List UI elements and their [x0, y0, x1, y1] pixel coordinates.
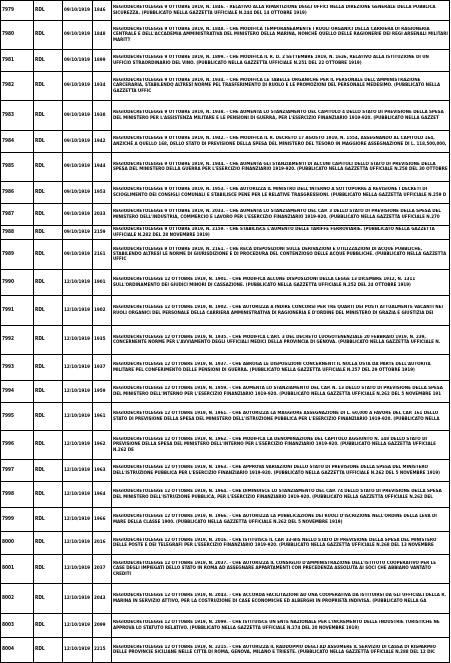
act-description-text: REGIODECRETOLEGGE 9 OTTOBRE 1919, N. 2159. - CHE STABILISCE L'AUMENTO DELLE TARIFFE FERROVIARIE. (PUBBLICATO NELLA GAZZETTA UFFICIALE N.282 DEL 28 NOVEMBRE 1919)	[113, 227, 435, 238]
act-date-cell: 09/10/1919	[63, 72, 93, 101]
record-number-cell: 7998	[1, 482, 34, 508]
table-row	[1, 460, 450, 482]
table-row	[1, 508, 450, 532]
act-date-cell: 12/10/1919	[63, 431, 93, 460]
record-number-cell: 7988	[1, 226, 34, 240]
act-code-cell: 1961	[93, 403, 112, 431]
record-number-cell: 7992	[1, 326, 34, 355]
act-code-cell: 1959	[93, 381, 112, 403]
act-type-cell: RDL	[34, 555, 63, 584]
table-row	[1, 296, 450, 326]
record-number-cell: 7987	[1, 204, 34, 226]
act-date-cell: 09/10/1919	[63, 226, 93, 240]
act-description-cell	[112, 153, 450, 182]
act-code-cell: 1966	[93, 508, 112, 532]
table-row	[1, 403, 450, 431]
act-type-cell: RDL	[34, 584, 63, 614]
act-type-cell: RDL	[34, 101, 63, 131]
record-number-cell: 7995	[1, 403, 34, 431]
act-type-cell: RDL	[34, 355, 63, 381]
act-description-text: REGIODECRETOLEGGE 12 OTTOBRE 1919, N. 2043. - CHE ACCORDA FACILITAZIONI AD UNA COOPERATIVA DA ISTITUIRSI DA GLI UFFICIALI DELLA R. MARINA IN SERVIZIO ATTIVO, PER LA COSTRUZIONE DI CASE ECONOMICHE ED ALBERGHI IN PROPRIETÀ INDIVISA. (PUBBLICATO NELLA GA	[113, 593, 447, 604]
act-description-text: REGIODECRETOLEGGE 9 OTTOBRE 1919, N. 2033. - CHE AUMENTA LO STANZIAMENTO DEL CAP. 3 DELLO STATO DI PREVISIONE DELLA SPESA DEL MINISTERO DELL'INDUSTRIA, COMMERCIO E LAVORO PER L'ESERCIZIO FINANZIARIO 1919-920. (PUBBLICATO NELLA GAZZETTA UFFICIALE N.270	[113, 209, 441, 220]
record-number-cell: 7985	[1, 153, 34, 182]
act-code-cell: 1901	[93, 270, 112, 296]
act-date-cell: 09/10/1919	[63, 182, 93, 204]
act-date-cell: 09/10/1919	[63, 240, 93, 270]
act-description-cell	[112, 326, 450, 355]
act-date-cell: 12/10/1919	[63, 355, 93, 381]
table-row	[1, 270, 450, 296]
act-description-cell	[112, 270, 450, 296]
record-number-cell: 7980	[1, 21, 34, 50]
act-description-cell	[112, 204, 450, 226]
act-type-cell: RDL	[34, 403, 63, 431]
table-row	[1, 204, 450, 226]
act-description-cell	[112, 50, 450, 72]
act-description-text: REGIODECRETOLEGGE 12 OTTOBRE 1919, N. 2099. - CHE ISTITUISCE UN ENTE NAZIONALE PER L'INCREMENTO DELLE INDUSTRIE TURISTICHE NE APPROVA LO STATUTO RELATIVO. (PUBBLICATO NELLA GAZZETTA UFFICIALE N.274 DEL 20 NOVEMBRE 1919)	[113, 620, 440, 631]
act-type-cell: RDL	[34, 270, 63, 296]
act-code-cell: 1902	[93, 296, 112, 326]
act-description-cell	[112, 584, 450, 614]
act-date-cell: 12/10/1919	[63, 296, 93, 326]
table-row	[1, 326, 450, 355]
act-type-cell: RDL	[34, 226, 63, 240]
act-description-cell	[112, 21, 450, 50]
record-number-cell: 7999	[1, 508, 34, 532]
act-code-cell: 1942	[93, 131, 112, 153]
act-code-cell: 1938	[93, 101, 112, 131]
act-date-cell: 12/10/1919	[63, 326, 93, 355]
act-date-cell: 12/10/1919	[63, 638, 93, 663]
act-type-cell: RDL	[34, 21, 63, 50]
act-description-cell	[112, 296, 450, 326]
act-code-cell: 1963	[93, 460, 112, 482]
act-description-text: REGIODECRETOLEGGE 12 OTTOBRE 1919, N. 2037. - CHE AUTORIZZA IL CONSIGLIO D'AMMINISTRAZIONE DELL'ISTITUTO COOPERATIVO PER LE CASE DEGLI IMPIEGATI DELLO STATO IN ROMA AD ASSEGNARE APPARTAMENTI CON PRECEDENZA ASSOLUTA AI SOCI CHE ABBIANO VANTATO CREDITI	[113, 561, 437, 577]
act-description-cell	[112, 355, 450, 381]
act-description-text: REGIODECRETOLEGGE 12 OTTOBRE 1919, N. 1962. - CHE MODIFICA LA DENOMINAZIONE DEL CAPITOLO AGGIUNTO N. 148 DELLO STATO DI PREVISIONE DELLA SPESA DEL MINISTERO DELL'INTERNO PER L'ESERCIZIO FINANZIARIO 1919-920. (PUBBLICATO NELLA GAZZETTA UFFICIALE N.262 DE	[113, 437, 436, 453]
act-description-text: REGIODECRETOLEGGE 12 OTTOBRE 1919, N. 1902. - CHE AUTORIZZA A INDIRE CONCORSI PER TRE QUARTI DEI POSTI ATTUALMENTE VACANTI NEI RUOLI ORGANICI DEL PERSONALE DELLA CARRIERA AMMINISTRATIVA DI RAGIONERIA E D'ORDINE DEL MINISTERO DI GRAZIA E GIUSTIZIA DEI	[113, 305, 443, 316]
table-row	[1, 72, 450, 101]
record-number-cell: 7997	[1, 460, 34, 482]
act-type-cell: RDL	[34, 482, 63, 508]
record-number-cell: 7993	[1, 355, 34, 381]
table-row	[1, 584, 450, 614]
act-description-text: REGIODECRETOLEGGE 9 OTTOBRE 1919, N. 1938. - CHE AUMENTA LO STANZIAMENTO DEL CAPITOLO 4 DELLO STATO DI PREVISIONE DELLA SPESA DEL MINISTERO PER L'ASSISTENZA MILITARE E LE PENSIONI DI GUERRA, PER L'ESERCIZIO FINANZIARIO 1919-920. (PUBBLICATO NELLA GAZZET	[113, 110, 444, 121]
record-number-cell: 7982	[1, 72, 34, 101]
act-description-text: REGIODECRETOLEGGE 9 OTTOBRE 1919, N. 1934. - CHE MODIFICA LE TABELLE ORGANICHE PER IL PERSONALE DELL'AMMINISTRAZIONE CARCERARIA, STABILENDO ALTRESÌ NORME PEL TRASFERIMENTO DI RUOLO E LE PROMOZIONI DEL PERSONALE MEDESIMO. (PUBBLICATO NELLA GAZZETTA UFFIC	[113, 78, 441, 94]
act-code-cell: 2159	[93, 226, 112, 240]
act-description-text: REGIODECRETOLEGGE 12 OTTOBRE 1919, N. 1963. - CHE APPROVA VARIAZIONI DELLO STATO DI PREVISIONE DELLA SPESA DEL MINISTERO DELL'ISTRUZIONE PUBBLICA PER L'ESERCIZIO FINANZIARIO 1919-920. (PUBBLICATO NELLA GAZZETTA UFFICIALE N.262 DEL 5 NOVEMBRE 1919)	[113, 465, 441, 476]
act-description-text: REGIODECRETOLEGGE 12 OTTOBRE 1919, N. 1964. - CHE DIMINUISCE LO STANZIAMENTO DEL CAP. 74 DELLO STATO DI PREVISIONE DELLA SPESA DEL MINISTERO DELL'ISTRUZIONE PUBBLICA, PER L'ESERCIZIO FINANZIARIO 1919-920. (PUBBLICATO NELLA GAZZETTA UFFICIALE N.262 DEL	[113, 489, 442, 500]
record-number-cell: 7990	[1, 270, 34, 296]
act-code-cell: 1934	[93, 72, 112, 101]
act-description-cell	[112, 638, 450, 663]
act-date-cell: 12/10/1919	[63, 403, 93, 431]
act-description-text: REGIODECRETOLEGGE 9 OTTOBRE 1919, N. 1846. - RELATIVO ALLA RIPARTIZIONE DEGLI UFFICI NELLA DIREZIONE GENERALE DELLA PUBBLICA SICUREZZA. (PUBBLICATO NELLA GAZZETTA UFFICIALE N.244 DEL 14 OTTOBRE 1919)	[113, 5, 436, 16]
act-type-cell: RDL	[34, 50, 63, 72]
act-description-cell	[112, 101, 450, 131]
table-row	[1, 153, 450, 182]
act-description-text: REGIODECRETOLEGGE 12 OTTOBRE 1919, N. 1966. - CHE AUTORIZZA LA PUBBLICAZIONE DEI RUOLI D'ISCRIZIONE NELL'ORDINE DELLA LEVA DI MARE DELLA CLASSE 1900. (PUBBLICATO NELLA GAZZETTA UFFICIALE N.262 DEL 5 NOVEMBRE 1919)	[113, 514, 437, 525]
act-date-cell: 12/10/1919	[63, 381, 93, 403]
act-date-cell: 12/10/1919	[63, 460, 93, 482]
act-code-cell: 1848	[93, 21, 112, 50]
act-description-text: REGIODECRETOLEGGE 9 OTTOBRE 1919, N. 1848. - CHE MODIFICA TEMPORANEAMENTE I RUOLI ORGANICI DELLA CARRIERA DI RAGIONERIA CENTRALE E DELL'ACCADEMIA AMMINISTRATIVA DEL MINISTERO DELLA MARINA, NONCHÈ QUELLO DELLE RAGIONERIE DEI REGI ARSENALI MILITARI MARITT	[113, 27, 448, 43]
act-date-cell: 09/10/1919	[63, 131, 93, 153]
act-description-cell	[112, 508, 450, 532]
record-number-cell: 7986	[1, 182, 34, 204]
act-description-text: REGIODECRETOLEGGE 9 OTTOBRE 1919, N. 1899. - CHE MODIFICA IL R. D. 2 SETTEMBRE 1919, N. 1636, RELATIVO ALLA ISTITUZIONE DI UN UFFICIO STRAORDINARIO DEL VINO. (PUBBLICATO NELLA GAZZETTA UFFICIALE N.251 DEL 22 OTTOBRE 1919)	[113, 55, 429, 66]
act-code-cell: 1962	[93, 431, 112, 460]
act-description-text: REGIODECRETOLEGGE 12 OTTOBRE 1919, N. 1961. - CHE AUTORIZZA LA MAGGIORE ASSEGNAZIONE DI L. 60,000 A FAVORE DEL CAP. 161 DELLO STATO DI PREVISIONE DELLA SPESA DEL MINISTERO DELL'ISTRUZIONE PUBBLICA PER L'ESERCIZIO FINANZIARIO 1919-920. (PUBBLICATO NELLA	[113, 411, 440, 422]
act-description-cell	[112, 72, 450, 101]
act-type-cell: RDL	[34, 431, 63, 460]
act-code-cell: 1899	[93, 50, 112, 72]
act-description-cell	[112, 131, 450, 153]
table-row	[1, 431, 450, 460]
act-date-cell: 12/10/1919	[63, 270, 93, 296]
act-type-cell: RDL	[34, 638, 63, 663]
act-type-cell: RDL	[34, 153, 63, 182]
record-number-cell: 7991	[1, 296, 34, 326]
table-row	[1, 638, 450, 663]
act-description-text: REGIODECRETOLEGGE 9 OTTOBRE 1919, N. 1944. - CHE AUMENTA GLI STANZIAMENTI DI ALCUNI CAPITOLI DELLO STATO DI PREVISIONE DELLA SPESA DEL MINISTERO DELLA GUERRA PER L'ESERCIZIO FINANZIARIO 1919-920. (PUBBLICATO NELLA GAZZETTA UFFICIALE N.258 DEL 30 OTTOBRE	[113, 161, 448, 172]
act-type-cell: RDL	[34, 240, 63, 270]
act-type-cell: RDL	[34, 614, 63, 638]
act-code-cell: 2043	[93, 584, 112, 614]
act-description-text: REGIODECRETOLEGGE 12 OTTOBRE 1919, N. 1959. - CHE AUMENTA LO STANZIAMENTO DEL CAP. N. 13 DELLO STATO DI PREVISIONE DELLA SPESA DEL MINISTERO DELL'INTERNO PER L'ESERCIZIO FINANZIARIO 1919-920. (PUBBLICATO NELLA GAZZETTA UFFICIALE N.262 DEL 5 NOVEMBRE 191	[113, 386, 443, 397]
act-code-cell: 1846	[93, 1, 112, 21]
table-row	[1, 555, 450, 584]
act-type-cell: RDL	[34, 72, 63, 101]
record-number-cell: 7996	[1, 431, 34, 460]
record-number-cell: 7984	[1, 131, 34, 153]
act-description-cell	[112, 431, 450, 460]
act-code-cell: 1935	[93, 326, 112, 355]
act-type-cell: RDL	[34, 204, 63, 226]
act-date-cell: 09/10/1919	[63, 1, 93, 21]
act-type-cell: RDL	[34, 381, 63, 403]
act-description-text: REGIODECRETOLEGGE 12 OTTOBRE 1919, N. 1935. - CHE MODIFICA L'ART. 3 DEL DECRETO LUOGOTENENZIALE 20 FEBBRAIO 1919, N. 239, CONCERNENTE NORME PER L'AVVIAMENTO DEGLI UFFICIALI MEDICI DELLA PROVINCIA DI GENOVA. (PUBBLICATO NELLA GAZZETTA UFFICIALE N.	[113, 334, 441, 345]
act-code-cell: 1964	[93, 482, 112, 508]
act-date-cell: 09/10/1919	[63, 204, 93, 226]
table-row	[1, 131, 450, 153]
record-number-cell: 7989	[1, 240, 34, 270]
table-row	[1, 1, 450, 21]
act-description-text: REGIODECRETOLEGGE 9 OTTOBRE 1919, N. 1953. - CHE AUTORIZZA IL MINISTRO DELL'INTERNO A SOTTOPORRE A REVISIONE I DECRETI DI SCIOGLIMENTO DEI CONSIGLI COMUNALI E STABILISCE PENE PER LE RELATIVE TRASGRESSIONI. (PUBBLICATO NELLA GAZZETTA UFFICIALE N.259 D	[113, 187, 447, 198]
act-description-text: REGIODECRETOLEGGE 9 OTTOBRE 1919, N. 2161. - CHE RECA DISPOSIZIONI SULLE DERIVAZIONI E UTILIZZAZIONI DI ACQUE PUBBLICHE, STABILENDO ALTRESÌ LE NORME DI GIURISDIZIONE E DI PROCEDURA DEL CONTENZIOSO DELLE ACQUE PUBBLICHE. (PUBBLICATO NELLA GAZZETTA UFFIC	[113, 246, 447, 263]
act-description-text: REGIODECRETOLEGGE 9 OTTOBRE 1919, N. 1942. - CHE MODIFICA IL R. DECRETO 17 AGOSTO 1919, N. 1554, ASSEGNANDO AL CAPITOLO 164, ANZICHÈ A QUELLO 168, DELLO STATO DI PREVISIONE DELLA SPESA DEL MINISTERO DEL TESORO IN MAGGIORE ASSEGNAZIONE DI L. 118,500,000,	[113, 136, 447, 147]
act-code-cell: 2037	[93, 555, 112, 584]
act-description-cell	[112, 240, 450, 270]
table-row	[1, 355, 450, 381]
act-code-cell: 1944	[93, 153, 112, 182]
act-type-cell: RDL	[34, 460, 63, 482]
act-date-cell: 09/10/1919	[63, 101, 93, 131]
act-description-cell	[112, 182, 450, 204]
act-date-cell: 12/10/1919	[63, 614, 93, 638]
act-description-cell	[112, 482, 450, 508]
record-number-cell: 7994	[1, 381, 34, 403]
act-date-cell: 09/10/1919	[63, 21, 93, 50]
record-number-cell: 8001	[1, 555, 34, 584]
table-row	[1, 240, 450, 270]
table-row	[1, 482, 450, 508]
act-date-cell: 09/10/1919	[63, 50, 93, 72]
table-row	[1, 381, 450, 403]
act-date-cell: 12/10/1919	[63, 584, 93, 614]
record-number-cell: 8002	[1, 584, 34, 614]
act-description-cell	[112, 1, 450, 21]
act-date-cell: 12/10/1919	[63, 555, 93, 584]
table-row	[1, 50, 450, 72]
act-date-cell: 12/10/1919	[63, 532, 93, 555]
act-code-cell: 1937	[93, 355, 112, 381]
table-row	[1, 614, 450, 638]
act-code-cell: 2099	[93, 614, 112, 638]
act-type-cell: RDL	[34, 296, 63, 326]
record-number-cell: 8004	[1, 638, 34, 663]
record-number-cell: 8003	[1, 614, 34, 638]
register-body	[1, 1, 450, 663]
table-row	[1, 21, 450, 50]
act-description-text: REGIODECRETOLEGGE 12 OTTOBRE 1919, N. 2016. - CHE ISTITUISCE IL CAP. 33-BIS NELLO STATO DI PREVISIONE DELLA SPESA DEL MINISTERO DELLE POSTE E DEI TELEGRAFI PER L'ESERCIZIO FINANZIARIO 1919-920. (PUBBLICATO NELLA GAZZETTA UFFICIALE N.268 DEL 13 NOVEMBRE	[113, 537, 437, 548]
act-description-cell	[112, 226, 450, 240]
record-number-cell: 7979	[1, 1, 34, 21]
act-date-cell: 12/10/1919	[63, 508, 93, 532]
act-description-cell	[112, 614, 450, 638]
table-row	[1, 101, 450, 131]
table-row	[1, 532, 450, 555]
table-row	[1, 226, 450, 240]
act-description-cell	[112, 460, 450, 482]
record-number-cell: 7981	[1, 50, 34, 72]
act-type-cell: RDL	[34, 182, 63, 204]
act-description-cell	[112, 403, 450, 431]
record-number-cell: 7983	[1, 101, 34, 131]
act-code-cell: 2033	[93, 204, 112, 226]
act-code-cell: 2215	[93, 638, 112, 663]
act-description-text: REGIODECRETOLEGGE 12 OTTOBRE 1919, N. 1937. - CHE ABROGA LE DISPOSIZIONI CONCERNENTI IL NULLA OSTA DA PARTE DELL'AUTORITÀ MILITARE PEL CONFERIMENTO DELLE PENSIONI DI GUERRA. (PUBBLICATO NELLA GAZZETTA UFFICIALE N.257 DEL 29 OTTOBRE 1919)	[113, 362, 431, 373]
act-date-cell: 12/10/1919	[63, 482, 93, 508]
act-description-cell	[112, 381, 450, 403]
act-code-cell: 2161	[93, 240, 112, 270]
act-description-cell	[112, 532, 450, 555]
act-date-cell: 09/10/1919	[63, 153, 93, 182]
table-row	[1, 182, 450, 204]
act-type-cell: RDL	[34, 532, 63, 555]
act-type-cell: RDL	[34, 508, 63, 532]
act-description-text: REGIODECRETOLEGGE 12 OTTOBRE 1919, N. 2215. - CHE AUTORIZZA IL RADDOPPIO DEGLI AD ASSUMERE IL SERVIZIO DI CASSA DI RISPARMIO DELLE PROVINCIE SICILIANE NELLE CITTÀ DI ROMA, GENOVA, MILANO E TRIESTE. (PUBBLICATO NELLA GAZZETTA UFFICIALE N.288 DEL 12 DIC	[113, 644, 436, 655]
act-description-text: REGIODECRETOLEGGE 12 OTTOBRE 1919, N. 1901. - CHE MODIFICA ALCUNE DISPOSIZIONI DELLA LEGGE 13 DICEMBRE 1912, N. 1311 SULL'ORDINAMENTO DEI GIUDICI MINORI DI CASSAZIONE. (PUBBLICATO NELLA GAZZETTA UFFICIALE N.252 DEL 24 OTTOBRE 1919)	[113, 277, 416, 288]
act-description-cell	[112, 555, 450, 584]
act-code-cell: 1953	[93, 182, 112, 204]
act-type-cell: RDL	[34, 1, 63, 21]
act-type-cell: RDL	[34, 326, 63, 355]
act-type-cell: RDL	[34, 131, 63, 153]
record-number-cell: 8000	[1, 532, 34, 555]
act-code-cell: 2016	[93, 532, 112, 555]
